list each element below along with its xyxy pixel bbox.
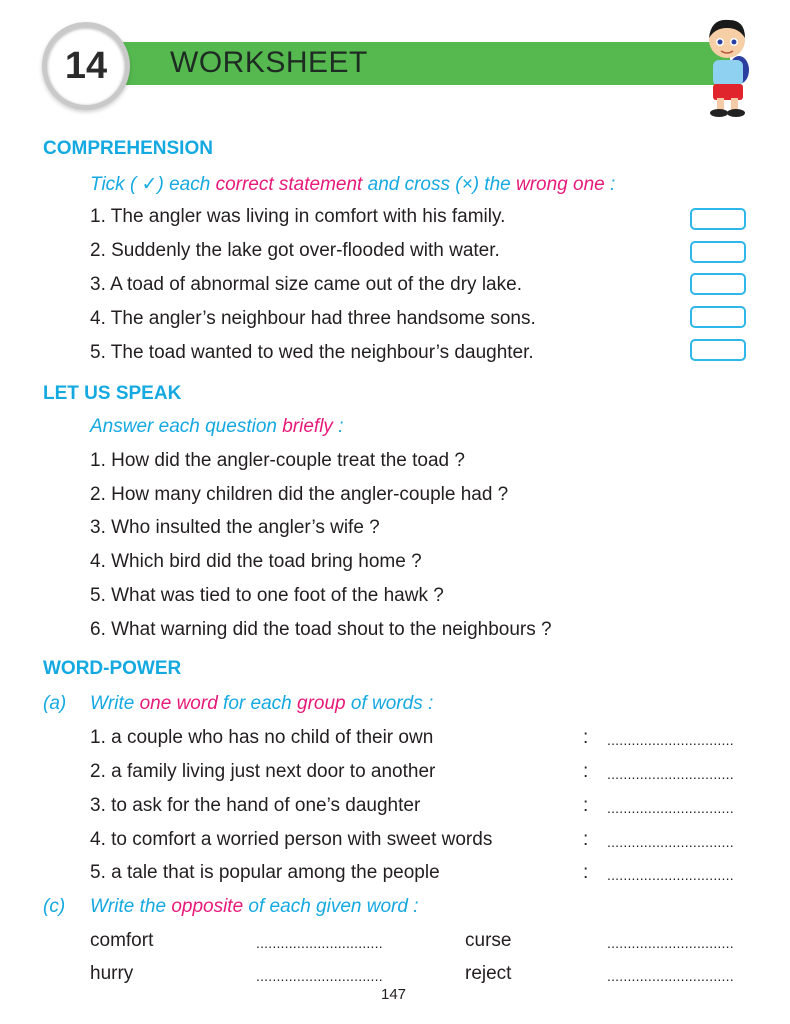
instruction-text: of words :	[345, 693, 434, 714]
answer-blank-1[interactable]: ...............................	[607, 732, 734, 748]
tick-box-2[interactable]	[690, 241, 746, 263]
question-3: 3. Who insulted the angler’s wife ?	[90, 517, 380, 538]
instruction-text: of each given word :	[243, 896, 419, 917]
instruction-highlight: one word	[139, 693, 218, 714]
instruction-highlight: correct statement	[215, 174, 363, 195]
instruction-highlight: opposite	[171, 896, 244, 917]
opposite-word-reject: reject	[465, 963, 512, 984]
tick-box-3[interactable]	[690, 273, 746, 295]
part-a-label: (a)	[43, 693, 67, 714]
section-heading-let-us-speak: LET US SPEAK	[43, 383, 182, 404]
instruction-text: Answer each question	[90, 416, 283, 437]
answer-blank-5[interactable]: ...............................	[607, 867, 734, 883]
instruction-highlight: group	[297, 693, 346, 714]
opposite-blank-1[interactable]: ...............................	[256, 935, 383, 951]
instruction-text: :	[332, 416, 344, 437]
colon: :	[583, 727, 589, 748]
opposite-blank-4[interactable]: ...............................	[607, 968, 734, 984]
instruction-text: for each	[217, 693, 297, 714]
opposite-word-hurry: hurry	[90, 963, 134, 984]
boy-mascot-icon	[693, 10, 761, 122]
part-a-instruction	[90, 693, 433, 715]
tick-box-5[interactable]	[690, 339, 746, 361]
instruction-text: :	[604, 174, 616, 195]
part-c-instruction	[90, 896, 418, 918]
instruction-text: and cross (×) the	[362, 174, 516, 195]
opposite-blank-2[interactable]: ...............................	[607, 935, 734, 951]
definition-3: 3. to ask for the hand of one’s daughter	[90, 795, 421, 816]
tick-box-1[interactable]	[690, 208, 746, 230]
statement-1: 1. The angler was living in comfort with his family.	[90, 206, 506, 227]
tick-box-4[interactable]	[690, 306, 746, 328]
instruction-text: Write	[90, 693, 140, 714]
question-1: 1. How did the angler-couple treat the toad ?	[90, 450, 465, 471]
instruction-highlight: briefly	[282, 416, 333, 437]
instruction-text: Tick ( ✓) each	[90, 174, 216, 195]
colon: :	[583, 761, 589, 782]
opposite-blank-3[interactable]: ...............................	[256, 968, 383, 984]
section-heading-comprehension: COMPREHENSION	[43, 138, 213, 159]
part-c-label: (c)	[43, 896, 66, 917]
question-2: 2. How many children did the angler-couple had ?	[90, 484, 509, 505]
page-title: WORKSHEET	[170, 46, 368, 79]
instruction-highlight: wrong one	[516, 174, 605, 195]
opposite-word-curse: curse	[465, 930, 512, 951]
question-4: 4. Which bird did the toad bring home ?	[90, 551, 422, 572]
definition-5: 5. a tale that is popular among the people	[90, 862, 440, 883]
speak-instruction	[90, 416, 343, 438]
statement-3: 3. A toad of abnormal size came out of the dry lake.	[90, 274, 522, 295]
colon: :	[583, 795, 589, 816]
worksheet-number-badge: 14	[42, 22, 130, 110]
answer-blank-3[interactable]: ...............................	[607, 800, 734, 816]
statement-2: 2. Suddenly the lake got over-flooded with water.	[90, 240, 500, 261]
statement-5: 5. The toad wanted to wed the neighbour’s daughter.	[90, 342, 534, 363]
page-number: 147	[381, 986, 407, 1003]
question-6: 6. What warning did the toad shout to the neighbours ?	[90, 619, 552, 640]
definition-1: 1. a couple who has no child of their own	[90, 727, 434, 748]
comprehension-instruction	[90, 173, 615, 196]
opposite-word-comfort: comfort	[90, 930, 154, 951]
answer-blank-4[interactable]: ...............................	[607, 834, 734, 850]
definition-4: 4. to comfort a worried person with sweet words	[90, 829, 493, 850]
answer-blank-2[interactable]: ...............................	[607, 766, 734, 782]
colon: :	[583, 829, 589, 850]
definition-2: 2. a family living just next door to another	[90, 761, 436, 782]
section-heading-word-power: WORD-POWER	[43, 658, 182, 679]
statement-4: 4. The angler’s neighbour had three handsome sons.	[90, 308, 536, 329]
question-5: 5. What was tied to one foot of the hawk ?	[90, 585, 444, 606]
colon: :	[583, 862, 589, 883]
instruction-text: Write the	[90, 896, 172, 917]
